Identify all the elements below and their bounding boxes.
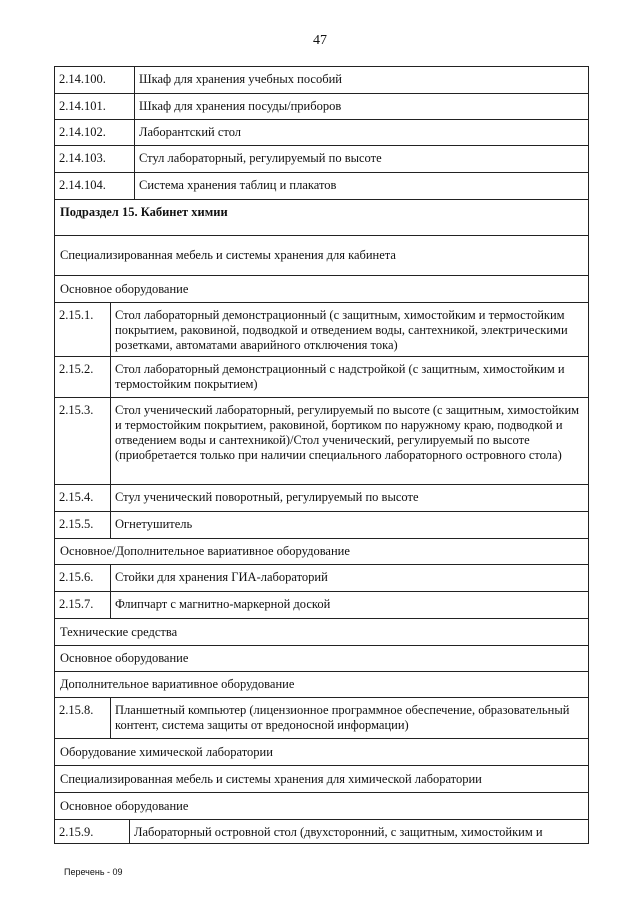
section-header-row: [55, 646, 588, 672]
section-header-row: [55, 619, 588, 646]
item-name: Лабораторный островной стол (двухсторонний, с защитным, химостойким и: [134, 825, 543, 839]
section-heading: Дополнительное вариативное оборудование: [60, 677, 295, 691]
item-name: Лаборантский стол: [139, 125, 242, 139]
table-row: [55, 820, 588, 844]
item-number: 2.15.1.: [55, 303, 111, 356]
item-name: Шкаф для хранения учебных пособий: [139, 72, 342, 86]
table-row: [55, 592, 588, 619]
item-name: Стол лабораторный демонстрационный (с защитным, химостойким и термостойким покрытием, раковиной, подводкой и отведением воды, сантехникой, электрическими розетками, автоматами аварийного отключения тока): [115, 308, 568, 352]
section-heading: Основное оборудование: [60, 798, 189, 813]
section-header-row: [55, 739, 588, 766]
table-row: [55, 512, 588, 539]
equipment-table: [54, 66, 589, 844]
section-heading: Специализированная мебель и системы хранения для кабинета: [60, 248, 396, 262]
item-name: Стул ученический поворотный, регулируемый по высоте: [115, 490, 419, 504]
subsection-title: Подраздел 15. Кабинет химии: [60, 205, 228, 219]
section-header-row: [55, 672, 588, 698]
section-header-row: [55, 793, 588, 820]
item-number: 2.14.104.: [55, 173, 135, 199]
table-row: [55, 357, 588, 398]
item-name: Планшетный компьютер (лицензионное программное обеспечение, образовательный контент, система защиты от вредоносной информации): [115, 703, 570, 732]
table-row: [55, 120, 588, 146]
section-heading: Основное/Дополнительное вариативное оборудование: [60, 544, 350, 558]
section-heading: Технические средства: [60, 624, 178, 639]
section-heading: Основное оборудование: [60, 651, 189, 665]
item-number: 2.15.3.: [55, 398, 111, 484]
item-number: 2.15.8.: [55, 698, 111, 738]
item-number: 2.14.102.: [55, 120, 135, 145]
item-number: 2.15.9.: [55, 820, 130, 843]
table-row: [55, 303, 588, 357]
section-heading: Специализированная мебель и системы хранения для химической лаборатории: [60, 771, 482, 786]
item-name: Стойки для хранения ГИА-лабораторий: [115, 570, 328, 584]
item-name: Стул лабораторный, регулируемый по высоте: [139, 151, 382, 165]
item-name: Стол лабораторный демонстрационный с надстройкой (с защитным, химостойким и термостойким покрытием): [115, 362, 565, 391]
section-heading: Основное оборудование: [60, 281, 189, 296]
item-number: 2.14.103.: [55, 146, 135, 172]
table-row: [55, 698, 588, 739]
item-number: 2.15.4.: [55, 485, 111, 511]
table-row: [55, 173, 588, 200]
item-number: 2.15.7.: [55, 592, 111, 618]
page-number: 47: [313, 33, 327, 48]
item-name: Система хранения таблиц и плакатов: [139, 178, 337, 192]
section-heading: Оборудование химической лаборатории: [60, 744, 273, 759]
footer-document-code: Перечень - 09: [64, 867, 123, 877]
table-row: [55, 485, 588, 512]
table-row: [55, 565, 588, 592]
item-number: 2.14.101.: [55, 94, 135, 119]
section-header-row: [55, 539, 588, 565]
section-header-row: [55, 200, 588, 236]
item-number: 2.15.6.: [55, 565, 111, 591]
section-header-row: [55, 236, 588, 276]
section-header-row: [55, 766, 588, 793]
item-name: Стол ученический лабораторный, регулируемый по высоте (с защитным, химостойким и термостойким покрытием, раковиной, бортиком по наружному краю, подводкой и отведением воды и сантехникой)/Стол ученический, регулируемый по высоте (приобретается только при наличии специального лабораторного островного стола): [115, 403, 580, 462]
item-name: Огнетушитель: [115, 517, 193, 531]
item-number: 2.15.5.: [55, 512, 111, 538]
item-name: Шкаф для хранения посуды/приборов: [139, 99, 342, 113]
table-row: [55, 398, 588, 485]
table-row: [55, 146, 588, 173]
item-number: 2.14.100.: [55, 67, 135, 93]
item-name: Флипчарт с магнитно-маркерной доской: [115, 597, 331, 611]
table-row: [55, 94, 588, 120]
table-row: [55, 67, 588, 94]
section-header-row: [55, 276, 588, 303]
item-number: 2.15.2.: [55, 357, 111, 397]
